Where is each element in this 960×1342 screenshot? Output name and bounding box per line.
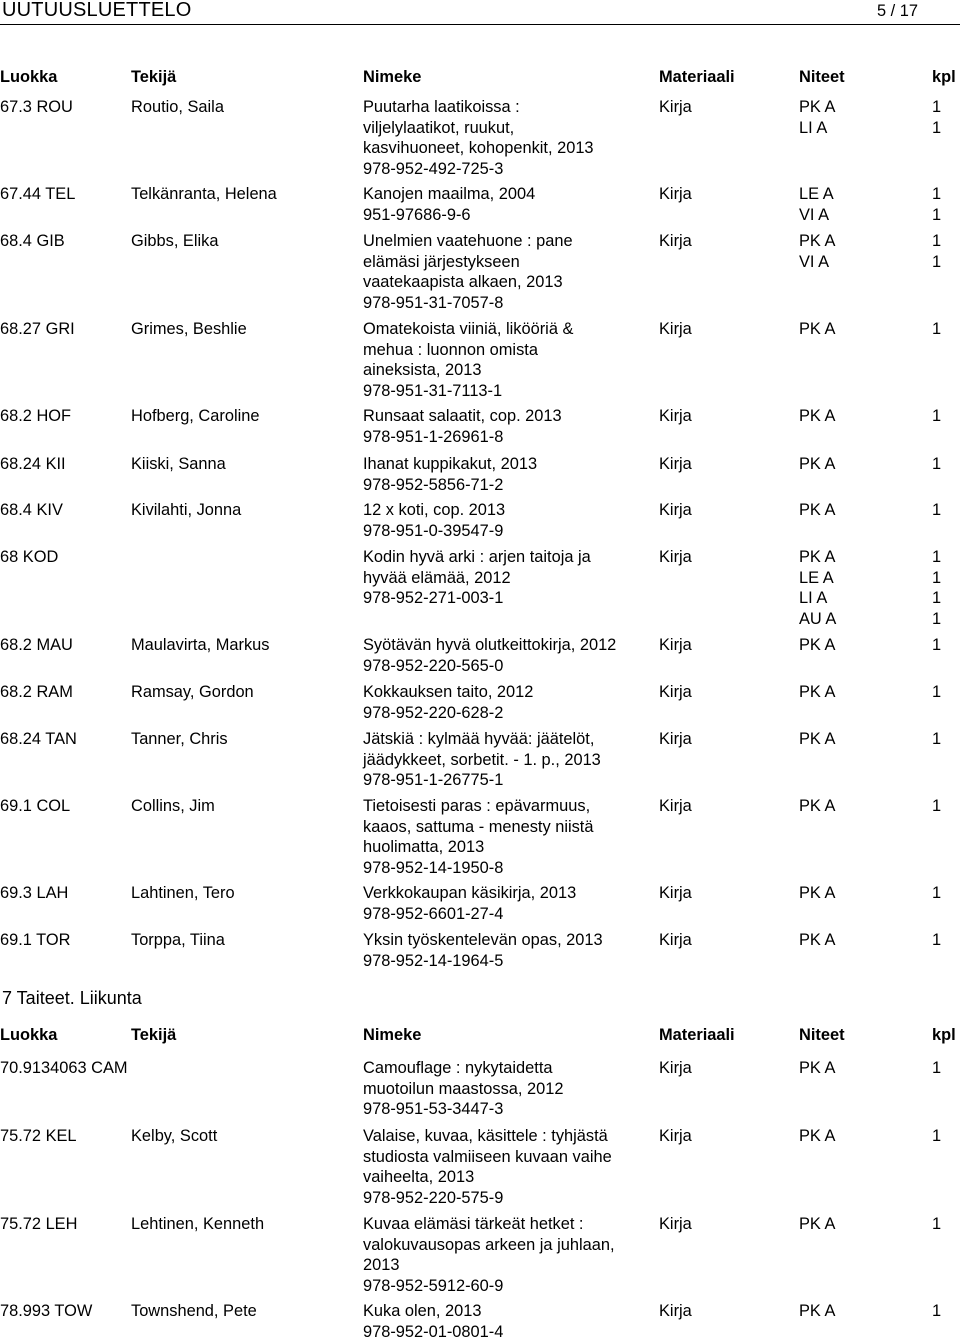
nite-location-code: PK A	[799, 98, 836, 116]
nimeke-cell	[363, 184, 653, 225]
luokka-cell: 68.4 GIB	[0, 232, 65, 250]
materiaali-cell: Kirja	[659, 636, 692, 654]
nimeke-cell	[363, 682, 653, 723]
nite-count: 1	[932, 931, 942, 949]
materiaali-cell: Kirja	[659, 1215, 692, 1233]
nite-location-code: PK A	[799, 636, 836, 654]
nite-location-code: PK A	[799, 320, 836, 338]
nimeke-line: viljelylaatikot, ruukut,	[363, 118, 515, 137]
niteet-cell	[799, 406, 942, 427]
niteet-cell	[799, 796, 942, 817]
nite-count: 1	[932, 455, 942, 473]
luokka-cell: 68.27 GRI	[0, 320, 75, 338]
nimeke-cell	[363, 500, 653, 541]
niteet-cell	[799, 1058, 942, 1079]
nite-entry	[799, 454, 942, 475]
nimeke-cell	[363, 319, 653, 401]
tekija-cell: Kivilahti, Jonna	[131, 501, 242, 519]
nimeke-line: Omatekoista viiniä, likööriä &	[363, 320, 574, 338]
column-header-kpl: kpl	[932, 1026, 956, 1044]
nite-count: 1	[932, 683, 942, 701]
nimeke-cell	[363, 547, 653, 609]
niteet-cell	[799, 547, 942, 629]
nite-location-code: LE A	[799, 568, 834, 587]
nite-count: 1	[932, 1127, 942, 1145]
page-number: 5 / 17	[876, 2, 918, 20]
niteet-cell	[799, 930, 942, 951]
nite-location-code: PK A	[799, 931, 836, 949]
niteet-cell	[799, 1214, 942, 1235]
nimeke-line: 978-952-14-1964-5	[363, 951, 504, 970]
tekija-cell: Gibbs, Elika	[131, 232, 219, 250]
nimeke-cell	[363, 796, 653, 878]
nimeke-line: 951-97686-9-6	[363, 205, 471, 224]
nimeke-line: Kanojen maailma, 2004	[363, 185, 536, 203]
page-title: UUTUUSLUETTELO	[2, 0, 192, 21]
materiaali-cell: Kirja	[659, 931, 692, 949]
nimeke-line: Ihanat kuppikakut, 2013	[363, 455, 538, 473]
nimeke-line: Runsaat salaatit, cop. 2013	[363, 407, 562, 425]
nimeke-line: 978-951-31-7113-1	[363, 381, 503, 400]
nite-location-code: PK A	[799, 407, 836, 425]
luokka-cell: 78.993 TOW	[0, 1302, 93, 1320]
tekija-cell: Tanner, Chris	[131, 730, 228, 748]
niteet-cell	[799, 231, 942, 272]
nimeke-cell	[363, 883, 653, 924]
nite-entry	[799, 547, 942, 568]
nite-entry	[799, 500, 942, 521]
nimeke-line: Syötävän hyvä olutkeittokirja, 2012	[363, 636, 617, 654]
nimeke-line: vaiheelta, 2013	[363, 1168, 475, 1187]
nite-location-code: PK A	[799, 1302, 836, 1320]
nite-entry	[799, 205, 942, 226]
nite-location-code: PK A	[799, 797, 836, 815]
tekija-cell: Lahtinen, Tero	[131, 884, 235, 902]
nimeke-line: 978-952-5912-60-9	[363, 1276, 504, 1295]
column-header-nimeke: Nimeke	[363, 68, 422, 86]
materiaali-cell: Kirja	[659, 320, 692, 338]
column-header-luokka: Luokka	[0, 68, 58, 86]
nite-count: 1	[932, 185, 942, 203]
nite-count: 1	[932, 98, 942, 116]
materiaali-cell: Kirja	[659, 185, 692, 203]
nite-location-code: PK A	[799, 884, 836, 902]
nimeke-line: elämäsi järjestykseen	[363, 252, 520, 271]
nimeke-line: 978-952-492-725-3	[363, 159, 504, 178]
niteet-cell	[799, 97, 942, 138]
nite-count: 1	[932, 320, 942, 338]
nite-location-code: LE A	[799, 185, 834, 203]
nite-count: 1	[932, 1059, 942, 1077]
niteet-cell	[799, 454, 942, 475]
nite-count: 1	[932, 548, 942, 566]
nimeke-line: Camouflage : nykytaidetta	[363, 1059, 553, 1077]
nimeke-line: muotoilun maastossa, 2012	[363, 1079, 564, 1098]
nimeke-line: Tietoisesti paras : epävarmuus,	[363, 797, 591, 815]
nimeke-line: Yksin työskentelevän opas, 2013	[363, 931, 603, 949]
niteet-cell	[799, 635, 942, 656]
nite-entry	[799, 1126, 942, 1147]
nite-count: 1	[932, 884, 942, 902]
nimeke-line: aineksista, 2013	[363, 361, 482, 380]
column-header-niteet: Niteet	[799, 1026, 845, 1044]
materiaali-cell: Kirja	[659, 1302, 692, 1320]
nimeke-line: 978-951-0-39547-9	[363, 521, 504, 540]
nimeke-cell	[363, 1126, 653, 1208]
column-header-niteet: Niteet	[799, 68, 845, 86]
nimeke-line: 978-951-1-26775-1	[363, 771, 504, 790]
luokka-cell: 68.24 KII	[0, 455, 66, 473]
luokka-cell: 67.44 TEL	[0, 185, 76, 203]
nimeke-line: 978-952-14-1950-8	[363, 858, 504, 877]
nite-entry	[799, 118, 942, 139]
nite-location-code: AU A	[799, 609, 837, 628]
tekija-cell: Torppa, Tiina	[131, 931, 225, 949]
nite-location-code: PK A	[799, 1215, 836, 1233]
column-header-row-2	[0, 1025, 960, 1047]
materiaali-cell: Kirja	[659, 1127, 692, 1145]
luokka-cell: 68.2 MAU	[0, 636, 73, 654]
niteet-cell	[799, 500, 942, 521]
nite-count: 1	[932, 232, 942, 250]
nite-count: 1	[932, 1302, 942, 1320]
nimeke-line: studiosta valmiiseen kuvaan vaihe	[363, 1147, 612, 1166]
column-header-materiaali: Materiaali	[659, 1026, 735, 1044]
nite-entry	[799, 97, 942, 118]
materiaali-cell: Kirja	[659, 548, 692, 566]
nite-entry	[799, 635, 942, 656]
nite-location-code: VI A	[799, 252, 830, 271]
nimeke-cell	[363, 635, 653, 676]
nite-count: 1	[932, 205, 942, 224]
nite-location-code: PK A	[799, 455, 836, 473]
nite-entry	[799, 231, 942, 252]
tekija-cell: Lehtinen, Kenneth	[131, 1215, 265, 1233]
nite-count: 1	[932, 252, 942, 271]
nite-count: 1	[932, 118, 942, 137]
column-header-row	[0, 67, 960, 89]
nite-entry	[799, 1214, 942, 1235]
tekija-cell: Hofberg, Caroline	[131, 407, 260, 425]
nimeke-line: 978-952-271-003-1	[363, 589, 504, 608]
nimeke-line: 12 x koti, cop. 2013	[363, 501, 506, 519]
nite-count: 1	[932, 609, 942, 628]
niteet-cell	[799, 682, 942, 703]
nimeke-line: Kuka olen, 2013	[363, 1302, 482, 1320]
nite-count: 1	[932, 407, 942, 425]
nite-count: 1	[932, 1215, 942, 1233]
nite-entry	[799, 406, 942, 427]
nite-count: 1	[932, 589, 942, 608]
materiaali-cell: Kirja	[659, 683, 692, 701]
nimeke-cell	[363, 729, 653, 791]
nite-entry	[799, 930, 942, 951]
nimeke-line: Valaise, kuvaa, käsittele : tyhjästä	[363, 1127, 608, 1145]
nimeke-cell	[363, 1058, 653, 1120]
niteet-cell	[799, 1126, 942, 1147]
nimeke-line: kasvihuoneet, kohopenkit, 2013	[363, 139, 594, 158]
nimeke-line: 978-952-6601-27-4	[363, 904, 504, 923]
nimeke-cell	[363, 1214, 653, 1296]
niteet-cell	[799, 729, 942, 750]
luokka-cell: 68.4 KIV	[0, 501, 63, 519]
nite-location-code: LI A	[799, 118, 828, 137]
materiaali-cell: Kirja	[659, 797, 692, 815]
nimeke-line: jäädykkeet, sorbetit. - 1. p., 2013	[363, 750, 601, 769]
nimeke-cell	[363, 231, 653, 313]
materiaali-cell: Kirja	[659, 501, 692, 519]
nite-entry	[799, 682, 942, 703]
nimeke-line: kaaos, sattuma - menesty niistä	[363, 817, 594, 836]
nimeke-line: 978-951-1-26961-8	[363, 427, 504, 446]
nimeke-line: Unelmien vaatehuone : pane	[363, 232, 573, 250]
nite-location-code: LI A	[799, 589, 828, 608]
niteet-cell	[799, 1301, 942, 1322]
column-header-materiaali: Materiaali	[659, 68, 735, 86]
materiaali-cell: Kirja	[659, 407, 692, 425]
nite-count: 1	[932, 730, 942, 748]
section-heading: 7 Taiteet. Liikunta	[2, 988, 142, 1008]
nimeke-line: 978-952-220-565-0	[363, 656, 504, 675]
nite-count: 1	[932, 797, 942, 815]
column-header-tekija: Tekijä	[131, 1026, 177, 1044]
nite-entry	[799, 568, 942, 589]
nite-entry	[799, 184, 942, 205]
nite-location-code: PK A	[799, 1127, 836, 1145]
nimeke-cell	[363, 406, 653, 447]
nite-count: 1	[932, 636, 942, 654]
materiaali-cell: Kirja	[659, 1059, 692, 1077]
nimeke-line: 978-952-01-0801-4	[363, 1322, 504, 1341]
nimeke-line: Jätskiä : kylmää hyvää: jäätelöt,	[363, 730, 595, 748]
nimeke-cell	[363, 1301, 653, 1342]
nimeke-line: 978-951-31-7057-8	[363, 293, 504, 312]
luokka-cell: 67.3 ROU	[0, 98, 73, 116]
materiaali-cell: Kirja	[659, 884, 692, 902]
nimeke-line: Kokkauksen taito, 2012	[363, 683, 534, 701]
column-header-luokka: Luokka	[0, 1026, 58, 1044]
column-header-kpl: kpl	[932, 68, 956, 86]
nite-entry	[799, 319, 942, 340]
luokka-cell: 69.1 COL	[0, 797, 71, 815]
nite-location-code: PK A	[799, 683, 836, 701]
tekija-cell: Kiiski, Sanna	[131, 455, 226, 473]
nimeke-line: 978-952-220-575-9	[363, 1188, 504, 1207]
nimeke-line: valokuvausopas arkeen ja juhlaan,	[363, 1235, 615, 1254]
materiaali-cell: Kirja	[659, 98, 692, 116]
nimeke-line: 978-952-220-628-2	[363, 703, 504, 722]
luokka-cell: 75.72 LEH	[0, 1215, 78, 1233]
luokka-cell: 68.24 TAN	[0, 730, 77, 748]
tekija-cell: Telkänranta, Helena	[131, 185, 277, 203]
tekija-cell: Routio, Saila	[131, 98, 224, 116]
nimeke-line: hyvää elämää, 2012	[363, 568, 511, 587]
luokka-cell: 68.2 HOF	[0, 407, 72, 425]
nite-entry	[799, 883, 942, 904]
luokka-cell: 69.1 TOR	[0, 931, 71, 949]
luokka-cell: 68 KOD	[0, 548, 59, 566]
nimeke-line: Kuvaa elämäsi tärkeät hetket :	[363, 1215, 584, 1233]
tekija-cell: Collins, Jim	[131, 797, 215, 815]
page-header	[0, 0, 960, 25]
luokka-cell: 75.72 KEL	[0, 1127, 77, 1145]
nimeke-line: huolimatta, 2013	[363, 838, 485, 857]
nite-entry	[799, 609, 942, 630]
materiaali-cell: Kirja	[659, 730, 692, 748]
niteet-cell	[799, 883, 942, 904]
tekija-cell: Townshend, Pete	[131, 1302, 257, 1320]
nimeke-line: Kodin hyvä arki : arjen taitoja ja	[363, 548, 591, 566]
column-header-tekija: Tekijä	[131, 68, 177, 86]
tekija-cell: Grimes, Beshlie	[131, 320, 247, 338]
nimeke-line: Puutarha laatikoissa :	[363, 98, 520, 116]
tekija-cell: Ramsay, Gordon	[131, 683, 254, 701]
nimeke-line: mehua : luonnon omista	[363, 340, 538, 359]
nimeke-cell	[363, 97, 653, 179]
nite-location-code: PK A	[799, 548, 836, 566]
nite-location-code: VI A	[799, 205, 830, 224]
luokka-cell: 70.9134063 CAM	[0, 1059, 128, 1077]
nite-location-code: PK A	[799, 501, 836, 519]
nite-count: 1	[932, 501, 942, 519]
nite-location-code: PK A	[799, 232, 836, 250]
column-header-nimeke: Nimeke	[363, 1026, 422, 1044]
nite-entry	[799, 729, 942, 750]
nite-entry	[799, 796, 942, 817]
nite-count: 1	[932, 568, 942, 587]
nimeke-line: Verkkokaupan käsikirja, 2013	[363, 884, 577, 902]
nimeke-cell	[363, 454, 653, 495]
luokka-cell: 69.3 LAH	[0, 884, 69, 902]
nite-location-code: PK A	[799, 730, 836, 748]
nite-entry	[799, 588, 942, 609]
nite-location-code: PK A	[799, 1059, 836, 1077]
niteet-cell	[799, 184, 942, 225]
nimeke-line: 978-952-5856-71-2	[363, 475, 504, 494]
materiaali-cell: Kirja	[659, 232, 692, 250]
nimeke-line: 2013	[363, 1256, 400, 1275]
materiaali-cell: Kirja	[659, 455, 692, 473]
nite-entry	[799, 1058, 942, 1079]
nimeke-cell	[363, 930, 653, 971]
nimeke-line: vaatekaapista alkaen, 2013	[363, 273, 563, 292]
nimeke-line: 978-951-53-3447-3	[363, 1100, 504, 1119]
tekija-cell: Kelby, Scott	[131, 1127, 218, 1145]
niteet-cell	[799, 319, 942, 340]
tekija-cell: Maulavirta, Markus	[131, 636, 270, 654]
luokka-cell: 68.2 RAM	[0, 683, 73, 701]
nite-entry	[799, 252, 942, 273]
nite-entry	[799, 1301, 942, 1322]
